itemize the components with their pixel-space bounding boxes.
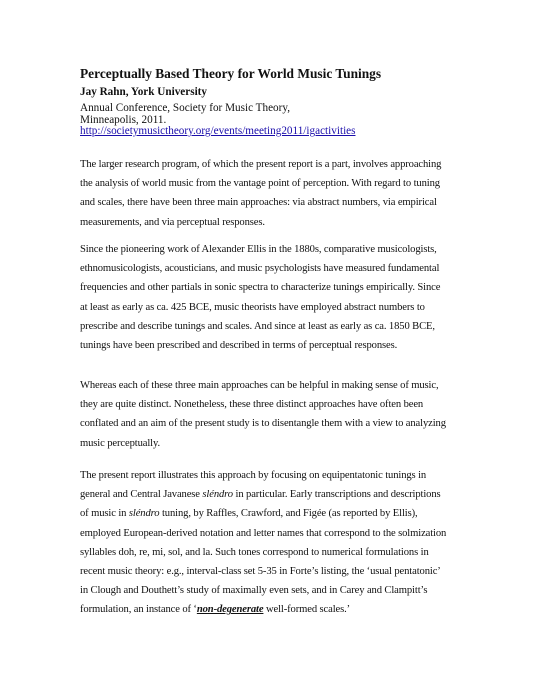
emphasized-term: non-degenerate bbox=[196, 604, 264, 616]
text-line: syllables doh, re, mi, sol, and la. Such tones correspond to numerical formulations in bbox=[80, 546, 429, 558]
text-line: music perceptually. bbox=[80, 437, 160, 449]
text-line: at least as early as ca. 425 BCE, music theorists have employed abstract numbers to bbox=[80, 301, 425, 313]
text-line: they are quite distinct. Nonetheless, these three distinct approaches have often been bbox=[80, 399, 424, 411]
text-line: frequencies and other partials in sonic spectra to characterize tunings empirically. Since bbox=[80, 282, 441, 294]
text-line: ethnomusicologists, acousticians, and music psychologists have measured fundamental bbox=[80, 263, 440, 275]
venue-line: Annual Conference, Society for Music Theory, bbox=[80, 102, 291, 114]
italic-term: sléndro bbox=[202, 489, 233, 501]
text-line: in Clough and Douthett’s study of maximally even sets, and in Carey and Clampitt’s bbox=[80, 585, 428, 597]
paragraph-1 bbox=[80, 155, 480, 232]
text-line: and scales, there have been three main approaches: via abstract numbers, via empirical bbox=[80, 197, 437, 209]
text-line: tunings have been prescribed and described in terms of perceptual responses. bbox=[80, 340, 398, 352]
venue-block bbox=[80, 103, 356, 138]
text-line: conflated and an aim of the present study is to disentangle them with a view to analyzing bbox=[80, 418, 446, 430]
text-span: formulation, an instance of ‘ bbox=[80, 604, 197, 616]
text-line: employed European-derived notation and letter names that correspond to the solmization bbox=[80, 527, 447, 539]
text-span: of music in bbox=[80, 508, 129, 520]
text-line bbox=[80, 485, 480, 504]
text-line bbox=[80, 504, 480, 523]
document-title: Perceptually Based Theory for World Music Tunings bbox=[80, 66, 382, 81]
paragraph-4 bbox=[80, 466, 480, 620]
text-line: prescribe and describe tunings and scales. And since at least as early as ca. 1850 BCE, bbox=[80, 320, 435, 332]
text-span: well-formed scales.’ bbox=[263, 604, 351, 616]
venue-link[interactable]: http://societymusictheory.org/events/meeting2011/igactivities bbox=[80, 125, 356, 138]
italic-term: sléndro bbox=[128, 508, 160, 520]
paragraph-3 bbox=[80, 376, 480, 453]
venue-line: Minneapolis, 2011. bbox=[80, 113, 167, 126]
text-line: Whereas each of these three main approaches can be helpful in making sense of music, bbox=[80, 380, 439, 391]
text-span: in particular. Early transcriptions and descriptions bbox=[232, 489, 441, 501]
text-span: tuning, by Raffles, Crawford, and Figée (as reported by Ellis), bbox=[159, 508, 418, 520]
text-line: the analysis of world music from the vantage point of perception. With regard to tuning bbox=[80, 178, 440, 190]
paragraph-2 bbox=[80, 240, 480, 355]
text-line: Since the pioneering work of Alexander Ellis in the 1880s, comparative musicologists, bbox=[80, 244, 437, 255]
text-line: The present report illustrates this approach by focusing on equipentatonic tunings in bbox=[80, 470, 427, 481]
text-line: recent music theory: e.g., interval-class set 5-35 in Forte’s listing, the ‘usual pentatonic’ bbox=[80, 566, 441, 578]
author-line: Jay Rahn, York University bbox=[80, 86, 208, 98]
text-span: general and Central Javanese bbox=[80, 489, 203, 501]
text-line: The larger research program, of which the present report is a part, involves approaching bbox=[80, 159, 442, 170]
text-line: measurements, and via perceptual responses. bbox=[80, 216, 265, 228]
text-line bbox=[80, 600, 480, 619]
